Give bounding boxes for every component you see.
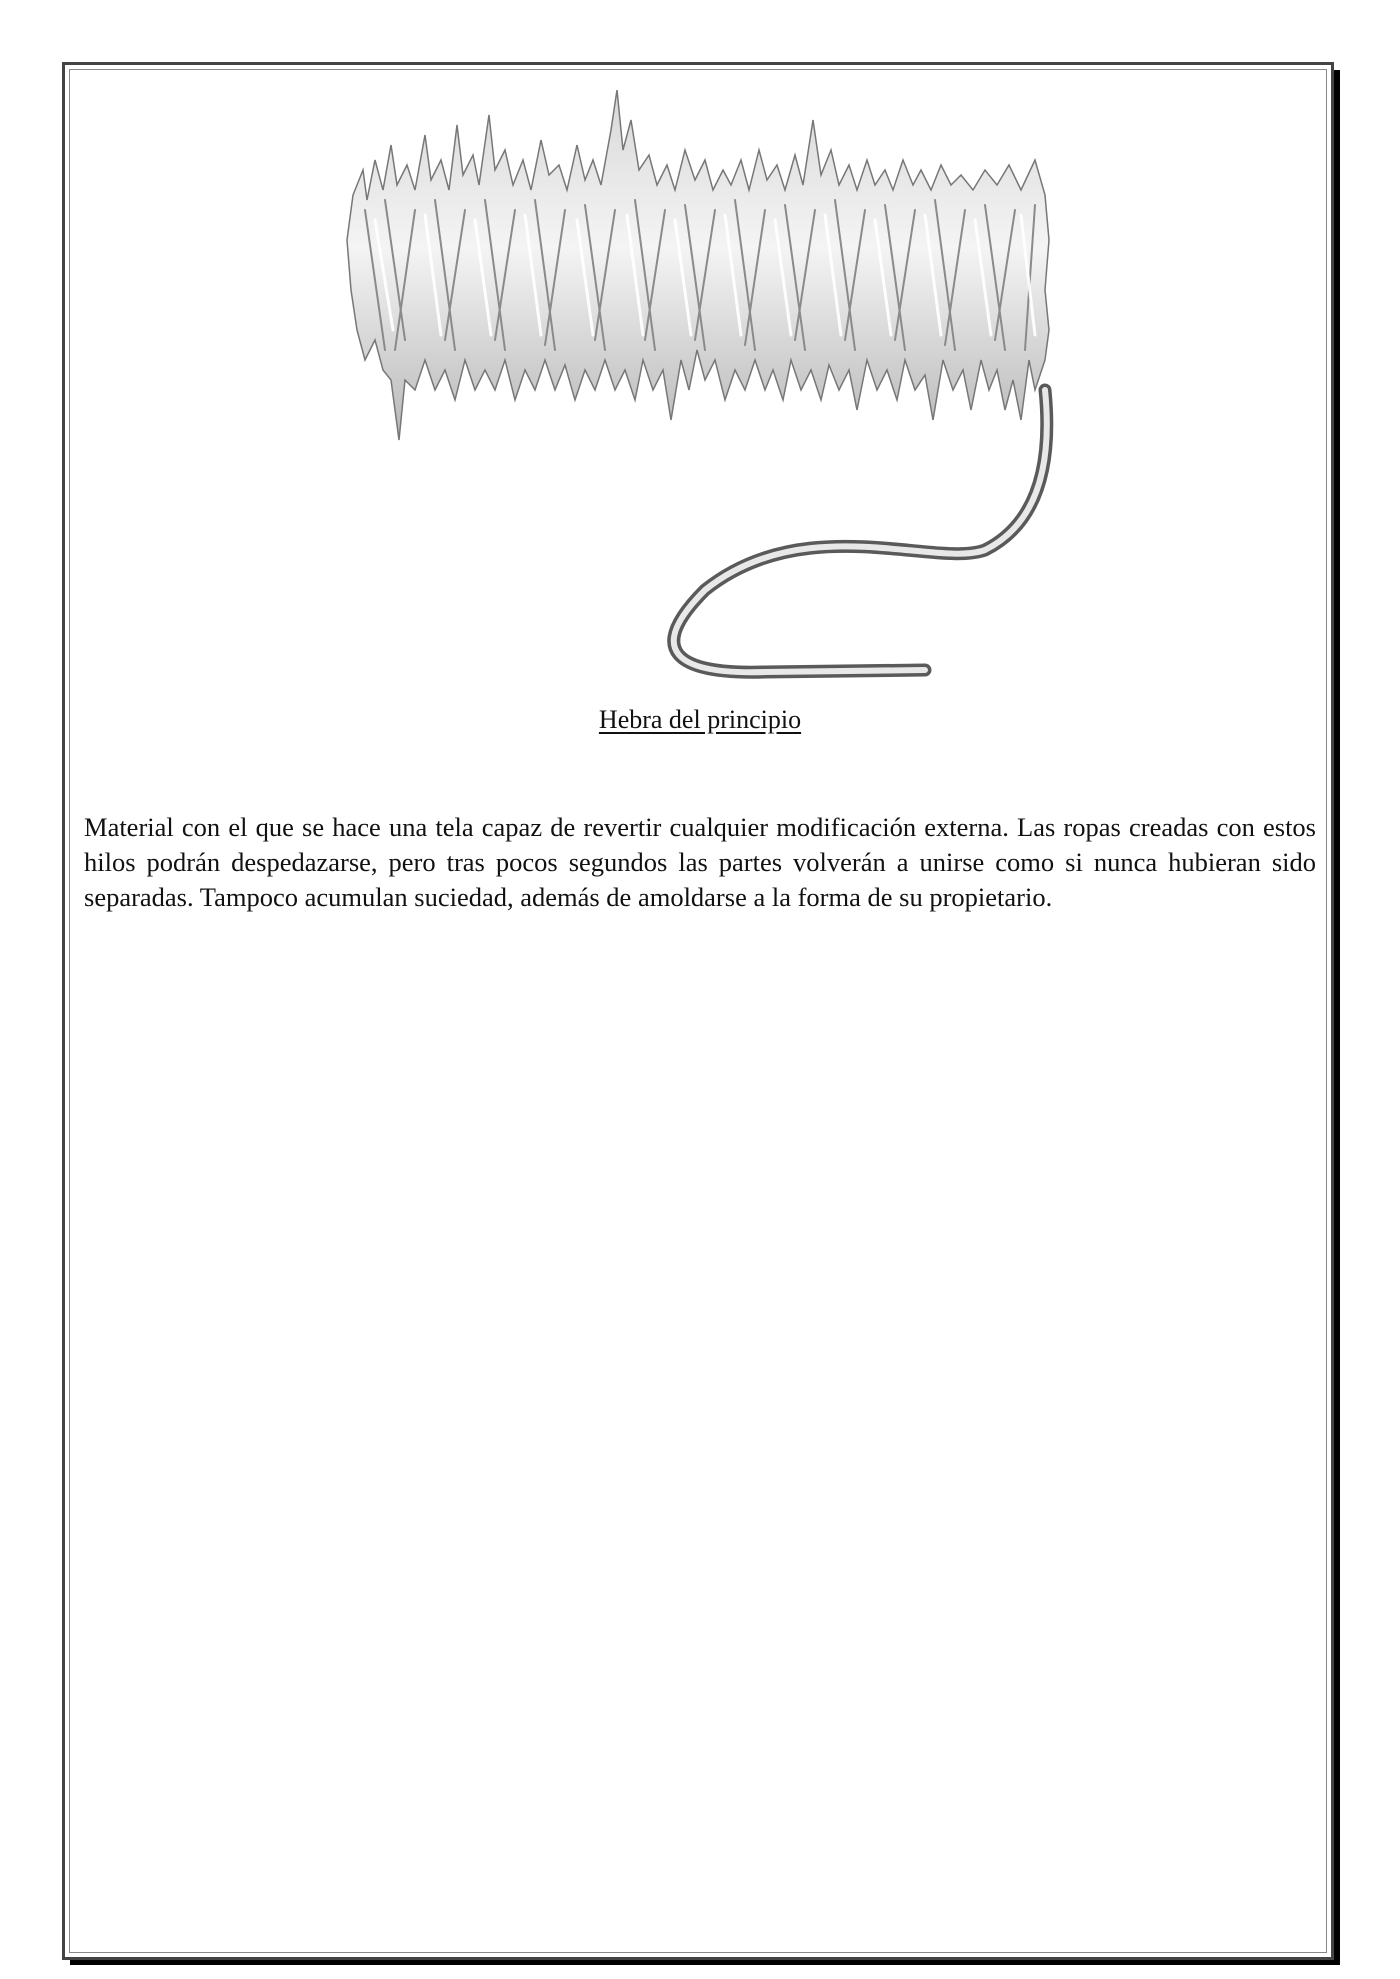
- thread-strand: [674, 390, 1047, 672]
- thread-strand-highlight: [674, 390, 1047, 672]
- fuzzy-thread-icon: [345, 90, 1065, 690]
- figure-caption: Hebra del principio: [598, 705, 802, 734]
- description-paragraph: Material con el que se hace una tela capaz de revertir cualquier modificación externa. Las ropas creadas con estos hilos podrán despedazarse, pero tras pocos segundos las partes volverán a unirse como si nunca hubieran sido separadas. Tampoco acumulan suciedad, además de amoldarse a la forma de su propietario.: [84, 812, 1316, 912]
